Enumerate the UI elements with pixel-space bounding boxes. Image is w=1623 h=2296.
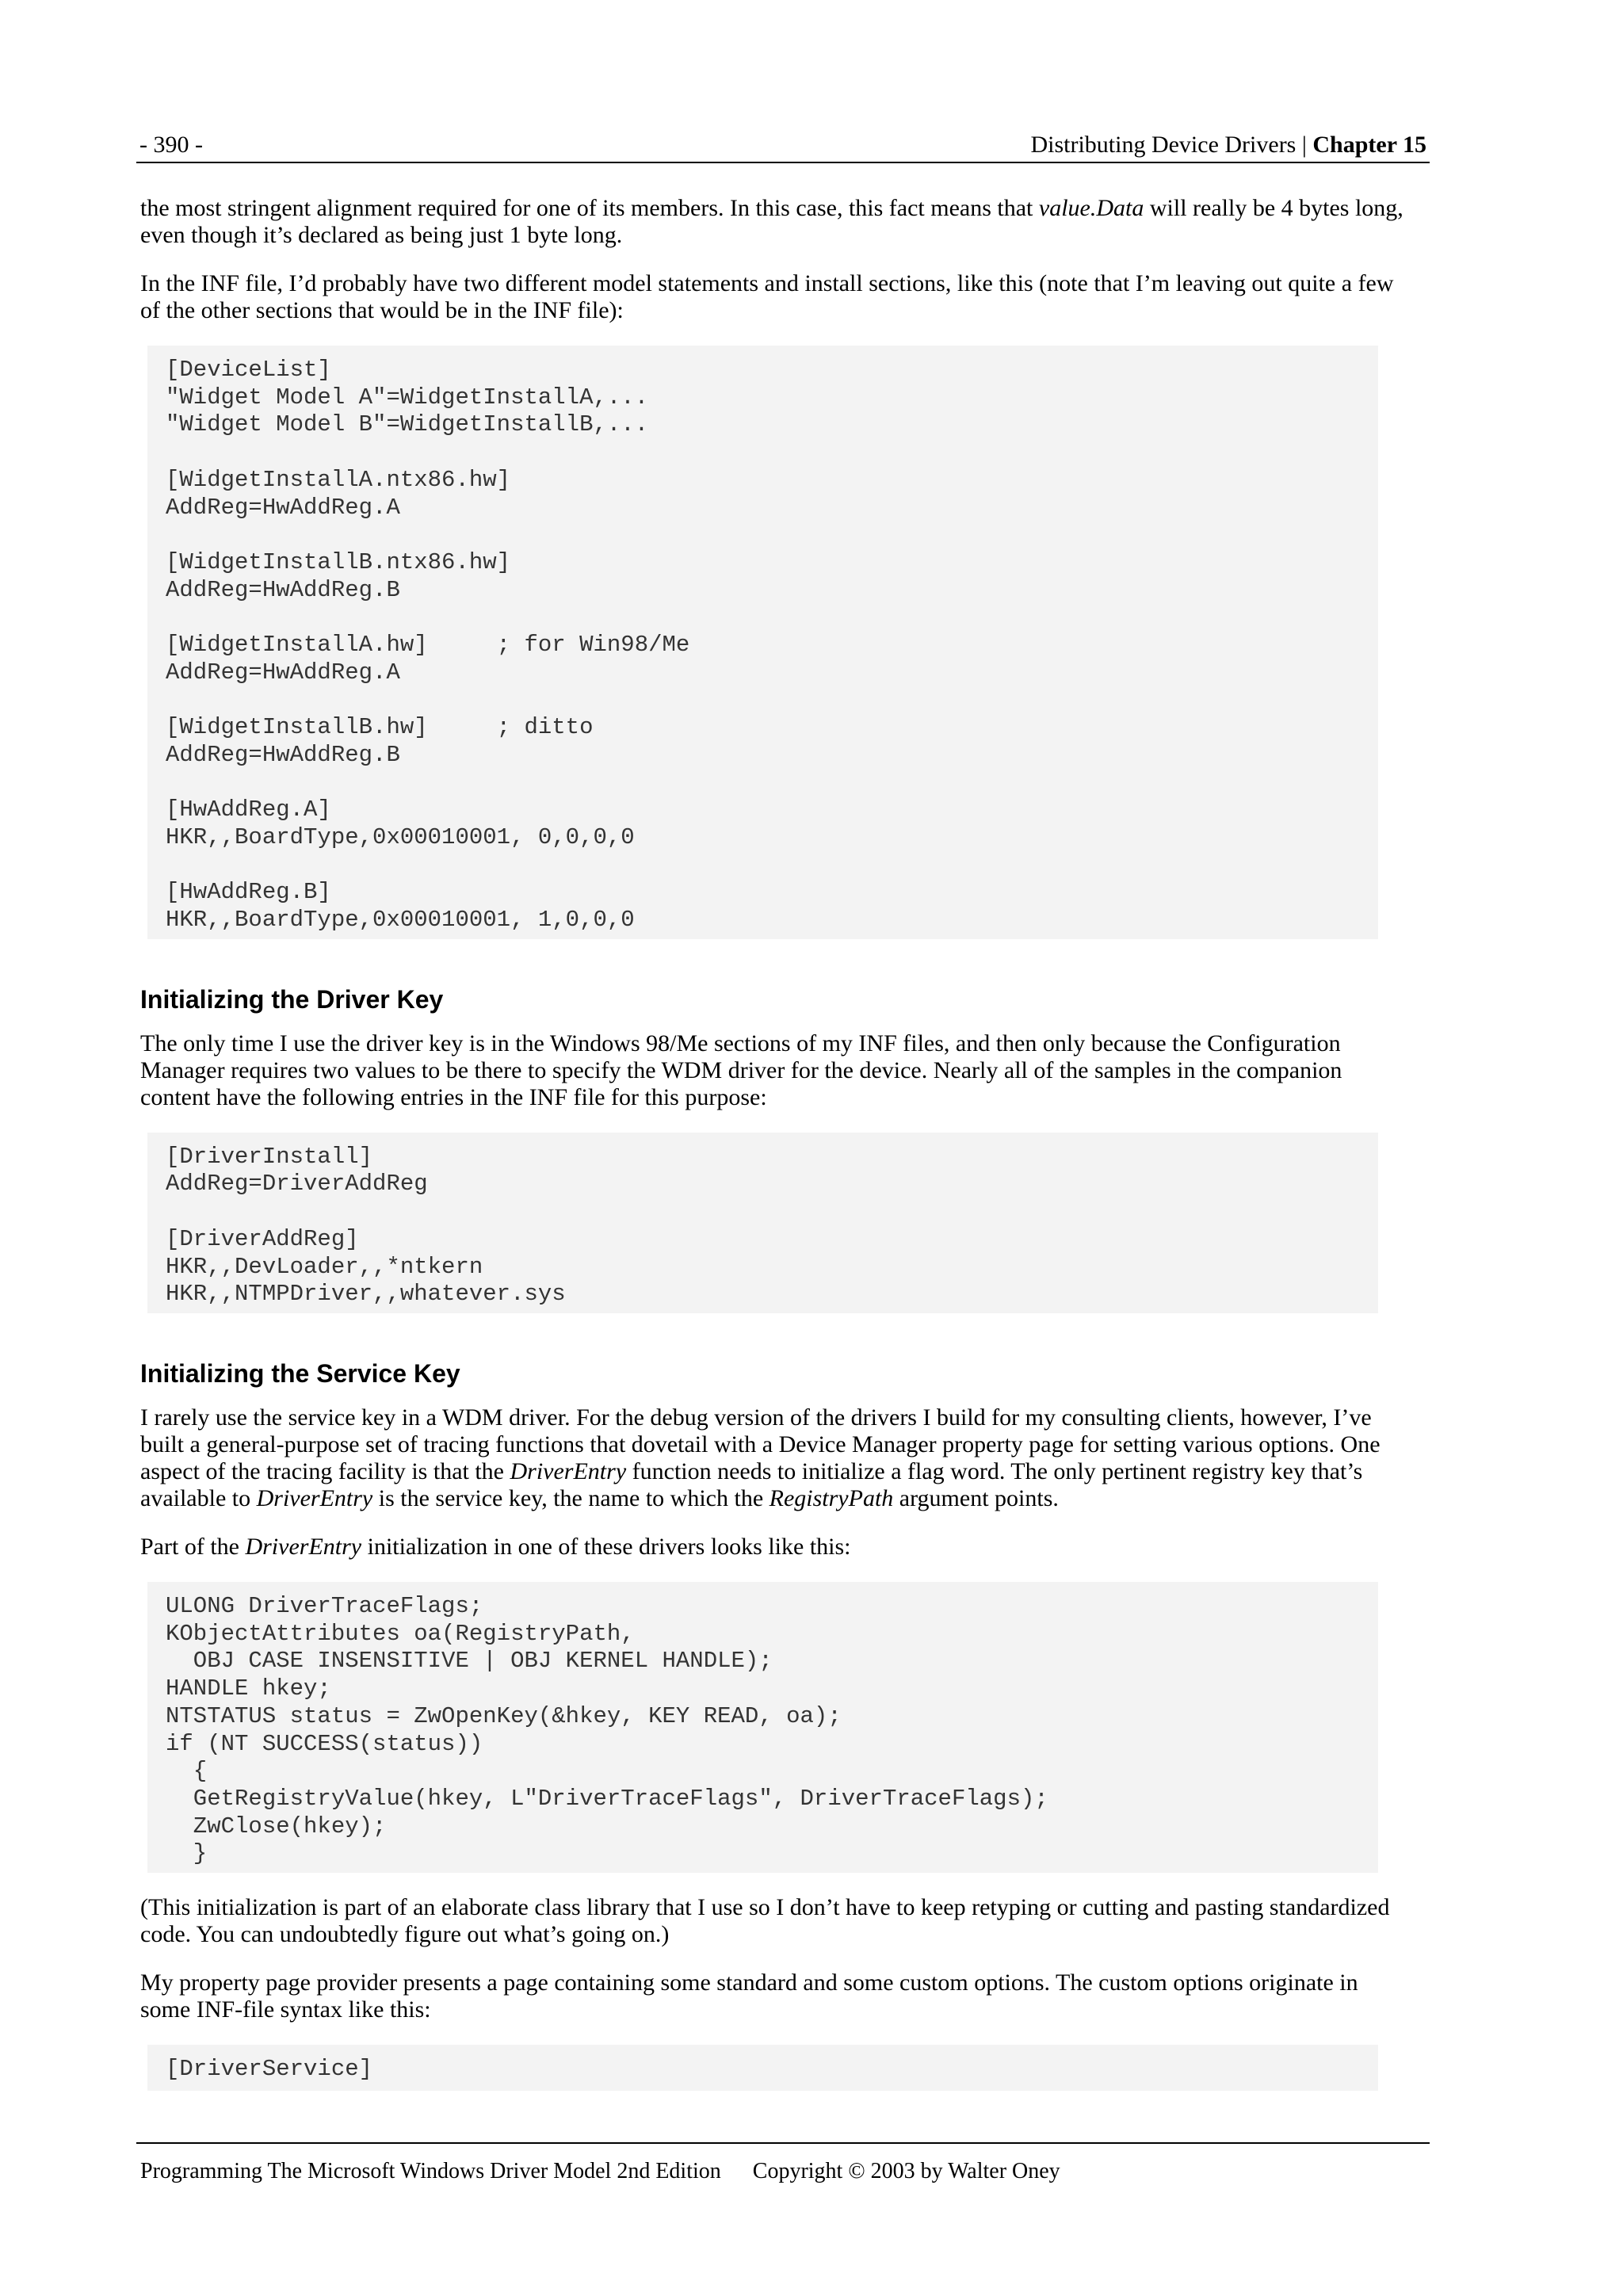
paragraph-class-library: (This initialization is part of an elaborate class library that I use so I don’t have to keep retyping or cutting and pasting standardized code. You can undoubtedly figure out what’s going on.) <box>140 1894 1390 1948</box>
emphasis-value-data: value.Data <box>1038 195 1144 221</box>
running-header <box>139 130 1426 165</box>
book-title: Programming The Microsoft Windows Driver Model 2nd Edition <box>140 2159 721 2183</box>
section-heading-service-key: Initializing the Service Key <box>140 1358 460 1388</box>
text-run: will really be 4 bytes long, even though it’s declared as being just 1 byte long. <box>140 195 1403 248</box>
code-block-driver-service: [DriverService] <box>147 2045 1378 2091</box>
paragraph-property-page: My property page provider presents a page containing some standard and some custom options. The custom options originate in some INF-file syntax like this: <box>140 1969 1358 2023</box>
paragraph-service-key <box>140 1404 1408 1512</box>
paragraph-alignment <box>140 195 1408 249</box>
copyright-notice: Copyright © 2003 by Walter Oney <box>752 2159 1060 2183</box>
paragraph-inf-intro: In the INF file, I’d probably have two different model statements and install sections, like this (note that I’m leaving out quite a few of the other sections that would be in the INF file): <box>140 270 1394 323</box>
emphasis-driverentry: DriverEntry <box>256 1484 373 1511</box>
emphasis-driverentry: DriverEntry <box>245 1533 362 1560</box>
header-rule <box>136 162 1430 163</box>
text-run: function needs to initialize a flag word. The only pertinent registry key that’s available to <box>140 1457 1363 1511</box>
text-run: Part of the <box>140 1533 246 1560</box>
running-footer <box>140 2159 1060 2184</box>
paragraph-driver-key: The only time I use the driver key is in the Windows 98/Me sections of my INF files, and then only because the Configuration Manager requires two values to be there to specify the WDM driver for the device. Nearly all of the samples in the companion content have the following entries in the INF file for this purpose: <box>140 1030 1342 1110</box>
emphasis-driverentry: DriverEntry <box>510 1457 627 1484</box>
code-block-driver-install: [DriverInstall] AddReg=DriverAddReg [DriverAddReg] HKR,,DevLoader,,*ntkern HKR,,NTMPDriver,,whatever.sys <box>147 1133 1378 1313</box>
text-run: initialization in one of these drivers looks like this: <box>361 1533 851 1560</box>
text-run: I rarely use the service key in a WDM driver. For the debug version of the drivers I build for my consulting clients, however, I’ve built a general-purpose set of tracing functions that dovetail with a Device Manager property page for setting various options. One aspect of the tracing facility is that the <box>140 1404 1381 1484</box>
chapter-label: Chapter 15 <box>1312 132 1426 158</box>
code-block-inf-models: [DeviceList] "Widget Model A"=WidgetInstallA,... "Widget Model B"=WidgetInstallB,... [WidgetInstallA.ntx86.hw] AddReg=HwAddReg.A [WidgetInstallB.ntx86.hw] AddReg=HwAddReg.B [WidgetInstallA.hw] ; for Win98/Me AddReg=HwAddReg.A [WidgetInstallB.hw] ; ditto AddReg=HwAddReg.B [HwAddReg.A] HKR,,BoardType,0x00010001, 0,0,0,0 [HwAddReg.B] HKR,,BoardType,0x00010001, 1,0,0,0 <box>147 346 1378 939</box>
text-run: argument points. <box>893 1484 1059 1511</box>
page-number: - 390 - <box>139 132 203 158</box>
code-block-driverentry: ULONG DriverTraceFlags; KObjectAttributes oa(RegistryPath, OBJ CASE INSENSITIVE | OBJ KERNEL HANDLE); HANDLE hkey; NTSTATUS status = ZwOpenKey(&hkey, KEY READ, oa); if (NT SUCCESS(status)) { GetRegistryValue(hkey, L"DriverTraceFlags", DriverTraceFlags); ZwClose(hkey); } <box>147 1582 1378 1873</box>
page-content <box>140 195 1408 2091</box>
text-run: the most stringent alignment required for one of its members. In this case, this fact means that <box>140 195 1039 221</box>
footer-rule <box>136 2142 1430 2144</box>
chapter-title: Distributing Device Drivers | <box>1030 132 1313 158</box>
section-heading-driver-key: Initializing the Driver Key <box>140 984 444 1014</box>
text-run: is the service key, the name to which the <box>372 1484 769 1511</box>
paragraph-driverentry-init <box>140 1534 1408 1561</box>
emphasis-registrypath: RegistryPath <box>769 1484 894 1511</box>
chapter-heading <box>1030 132 1426 159</box>
